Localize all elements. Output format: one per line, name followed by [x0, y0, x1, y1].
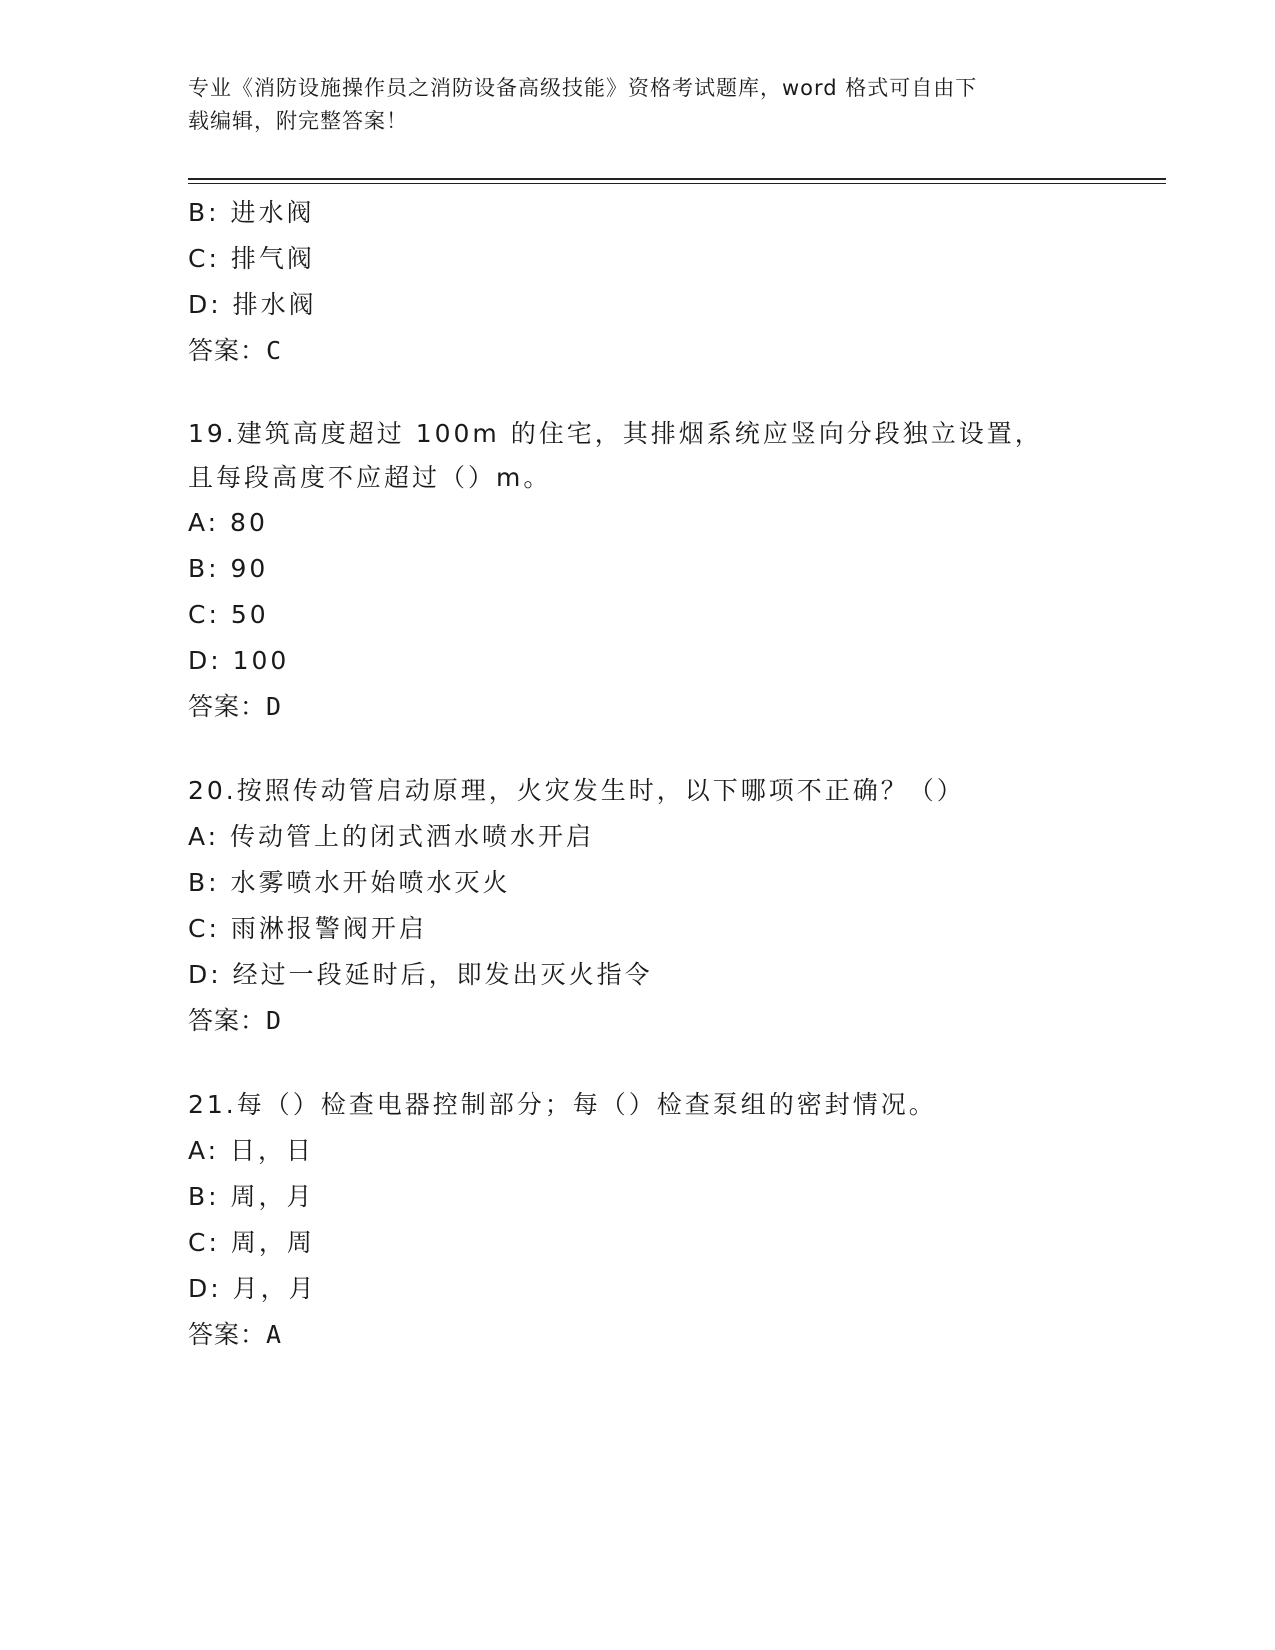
answer-value: C [266, 336, 283, 365]
answer-value: D [266, 692, 283, 721]
option-b: B: 水雾喷水开始喷水灭火 [188, 868, 511, 897]
header-line-1: 专业《消防设施操作员之消防设备高级技能》资格考试题库，word 格式可自由下 [188, 76, 978, 100]
question-title: 19.建筑高度超过 100m 的住宅，其排烟系统应竖向分段独立设置，且每段高度不应超过（）m。 [188, 419, 1043, 492]
answer-label: 答案： [188, 1006, 267, 1035]
answer-label: 答案： [188, 336, 267, 365]
option-c: C: 雨淋报警阀开启 [188, 914, 427, 943]
header-divider-thick [188, 178, 1166, 180]
option-a: A: 传动管上的闭式洒水喷水开启 [188, 822, 595, 851]
option-c: C: 50 [188, 600, 269, 629]
question-18-continued [188, 190, 1168, 374]
option-a: A: 80 [188, 508, 268, 537]
question-21 [188, 1082, 1168, 1358]
option-a: A: 日，日 [188, 1136, 315, 1165]
answer-value: A [266, 1320, 283, 1349]
option-d: D: 经过一段延时后，即发出灭火指令 [188, 960, 653, 989]
option-d: D: 排水阀 [188, 290, 317, 319]
question-title: 21.每（）检查电器控制部分；每（）检查泵组的密封情况。 [188, 1090, 937, 1119]
header-divider-thin [188, 183, 1166, 184]
question-title: 20.按照传动管启动原理，火灾发生时，以下哪项不正确？（） [188, 776, 965, 805]
answer-line [188, 1312, 1168, 1358]
question-list [188, 190, 1168, 1358]
option-c: C: 周，周 [188, 1228, 315, 1257]
answer-label: 答案： [188, 1320, 267, 1349]
option-c: C: 排气阀 [188, 244, 315, 273]
answer-label: 答案： [188, 692, 267, 721]
option-b: B: 周，月 [188, 1182, 315, 1211]
document-header [188, 72, 1088, 138]
option-b: B: 90 [188, 554, 269, 583]
option-b: B: 进水阀 [188, 198, 315, 227]
answer-line [188, 684, 1168, 730]
answer-line [188, 998, 1168, 1044]
question-19 [188, 412, 1168, 730]
option-d: D: 月，月 [188, 1274, 317, 1303]
answer-line [188, 328, 1168, 374]
answer-value: D [266, 1006, 283, 1035]
question-20 [188, 768, 1168, 1044]
header-line-2: 载编辑，附完整答案！ [188, 109, 408, 133]
option-d: D: 100 [188, 646, 290, 675]
